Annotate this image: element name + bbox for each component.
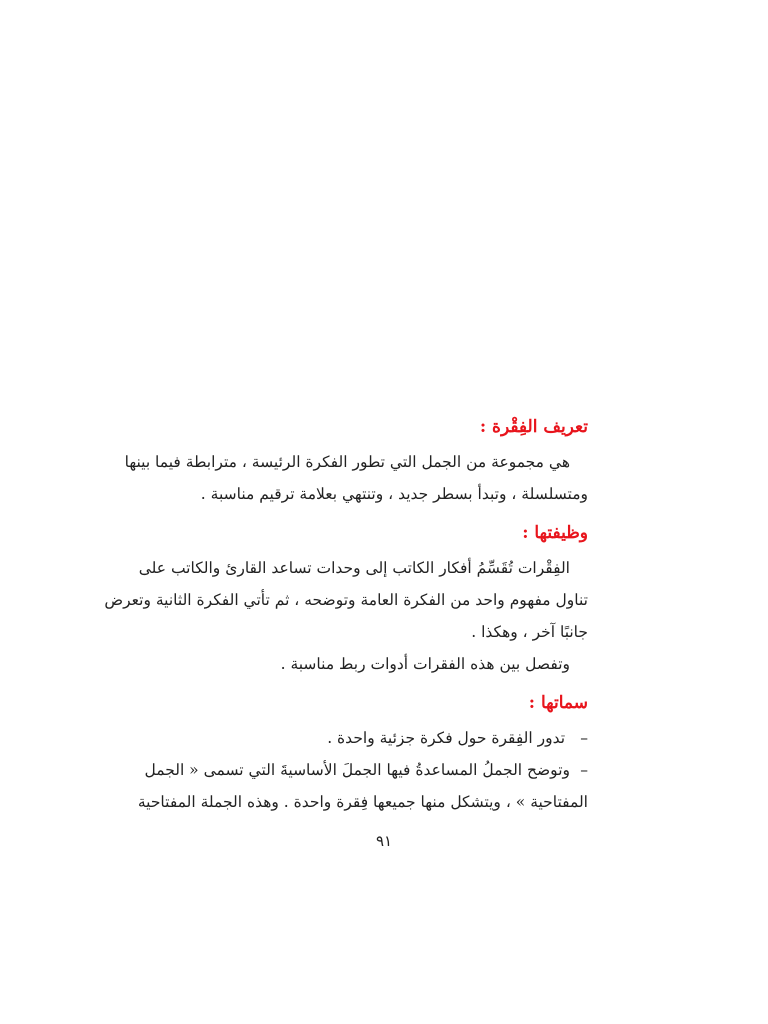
function-section	[104, 520, 588, 680]
definition-section	[124, 414, 588, 510]
definition-heading: تعريف الفِقْرة :	[479, 417, 588, 437]
features-item-2-line-1	[144, 754, 588, 786]
features-item-1-text: تدور الفِقرة حول فكرة جزئية واحدة .	[327, 729, 566, 747]
dash-bullet: –	[580, 729, 588, 747]
function-line-2: تناول مفهوم واحد من الفكرة العامة وتوضحه ، ثم تأتي الفكرة الثانية وتعرض	[104, 591, 588, 609]
function-line-4: وتفصل بين هذه الفقرات أدوات ربط مناسبة .	[280, 655, 570, 673]
features-section	[137, 690, 588, 818]
function-line-1: الفِقْرات تُقَسِّمُ أفكار الكاتب إلى وحدات تساعد القارئ والكاتب على	[138, 559, 570, 577]
features-heading: سماتها :	[528, 693, 588, 713]
features-item-2-line-2: المفتاحية » ، ويتشكل منها جميعها فِقرة واحدة . وهذه الجملة المفتاحية	[137, 793, 588, 811]
page-content	[104, 414, 588, 822]
page-number: ٩١	[375, 832, 393, 850]
definition-line-1: هي مجموعة من الجمل التي تطور الفكرة الرئيسة ، مترابطة فيما بينها	[124, 453, 570, 471]
function-line-3: جانبًا آخر ، وهكذا .	[471, 623, 588, 641]
features-item-2-line-1-text: وتوضح الجملُ المساعدةُ فيها الجملَ الأساسيةَ التي تسمى « الجمل	[144, 761, 570, 779]
function-heading: وظيفتها :	[522, 523, 588, 543]
dash-bullet: –	[580, 761, 588, 779]
definition-line-2: ومتسلسلة ، وتبدأ بسطر جديد ، وتنتهي بعلامة ترقيم مناسبة .	[200, 485, 588, 503]
features-item-1	[160, 722, 588, 754]
